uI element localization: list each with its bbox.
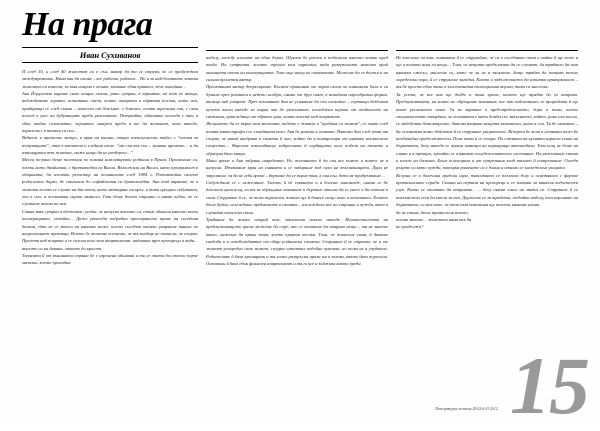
paragraph: не продължи?: [396, 224, 424, 230]
paragraph: надолу, между клоните на едно дърво. Шумът бе реален и подплаши няколко котки пред входа. На сутринта, когато тръгна към паркинга, видя разпръсната мазилка край външната стена на кооперацията. Това още нищо не означаваше. Можеше да се дължи и на силния пролетен вятър.: [206, 55, 388, 83]
paragraph: Тя усети, че все пак ще дойде и това време, когато ще трябва да го направи. Предчувствията, на които не обръщаше внимание, все пак подсказваха, че природата й ще вземе решението сама. Тя не вярваше в предопределението, дори и това, което специалистите твърдяха, че психиката е като бомба със закъснител, който, рано или късно, се задейства безконтролно. Затова направи нещата механично, като в сън. Тя бе свикнала – да осъзнаваш всяко действие й се струваше уморително. Вечерта бе ясна и летният залез бе необичайно продължителен. Поне така й се стори. По стената на кухнята играеха сенки на дърветата, дочу някъде се чуваха маневри на паркиращи автомобили. Тази нощ не беше на смяна и я прекара, лутайки се в някакво полубезсъзнателно състояние. На разсъмване стана и излезе на балкона. Беше поизгоряла и от сутрешния хлад тялото й потръпваше. Огледа ръцете си като чужди, потърка раменете си с длани и отново се загледа към улицата.: [396, 91, 578, 171]
page-title: На прага: [22, 6, 153, 43]
publication-credit: Литературен вестник 29.02-6.03.2012: [435, 407, 498, 411]
page-number: 15: [510, 340, 588, 431]
paragraph: Смяна тая сутрин я обезпокои: усети, че напуска тялото си, сетне обиколи няколко пъти кооперацията, летейки… Даже разгледа подробно простряното пране на съседния балкон, едва не се завеси на някакво въже, което съседът отляво укарваше винаги по националните празници. Всичко бе толкова осезаемо, че тя въобще не помисли, че сънува. Прелетя над покрива и се спусна към своя апартамент: надникна през прозореца и видя… тялото си на дивана, отвито до кръста.: [22, 208, 198, 251]
paragraph: почти знаеше… животът няма как да: [396, 216, 472, 222]
paragraph: Желанието да се върне към местата, където е живяла в "предния си живот", се появи след пътна катастрофа със семейната кола. Аня бе ранена в главата. Няколко дни след това тя сънува, че някой внедрява в главата й чип, който да я контролира от някакво неизвестно същество… Впрочем изненадващо издрасната й сърбящата коса побеля на темето и образува бяла ивица.: [206, 121, 388, 156]
paragraph: да не стане, беше премислила всичко,: [396, 209, 469, 215]
column-2-divider: [206, 50, 388, 51]
text-column-1: [22, 68, 198, 267]
paragraph: Вслуша се в далечния градски шум, такситата се плъзгаха долу и осветяваха с фарове притихналите сгради. Скокна на перваза на прозореца и се захвана за някакъв водосточен улук. Какво се опитваш да направиш… – дочу сякаш гласа на майка си. Струваше й се невъзможно сега да мисли за нея. Държеше се за тръбата, гледайки надолу, към короните на дърветата, си мислеше, че този път наистина ще почети, нямаше начин: [396, 172, 578, 208]
text-column-3: [396, 54, 578, 231]
paragraph: Пролетният вятър депресираше. Късаше прашинки от черни скали по планински била и ги духаше през размити в небето ноздри, сякаш от друг свят, в невидими парообразни форми, висящи над улиците. През почивните дни не успяваше да спи спокойно – глутници бездомни кучета виеха някъде из парка чак до разсъмване, шегаджии нервни от изобилието на светлина, прииждащо от едрата луна, която висеше над покривите.: [206, 84, 388, 119]
paragraph: Аня Йерусалми караше само нощни смени; рано сутрин, в трамвая, на път за вкъщи, наблюдаваше хората, познаваше онези, които пътуваха в обратна посока, като нея, прибиращи се след смяна – невесели от безсъние, с блясъкъ, почти трескави очи, с онзи поглед в унес на будуващите преди разсъмване. Пътувайки, обменяше погледи с тях, в едно тайно съзаклятие, вероятно минути преди и те да потънат, там някъде, паралелно, в техния си сън…: [22, 91, 198, 133]
paragraph: Не мислеше за тях, появяваха й се струвайше, че са в съседната стая и майка й ще влезе и ще я попита иска ли нещо… Това, че нещата продължава да се случват, би трябвало да има някакъв смисъл, мислеше си, като че ли не я засягаше. Защо трябва да познава точно определени хора, й се струваше загадка. Както и задължението да изпитва привързаност – тя бе просто едно звено в злостичната еволюционна верига, така си мислеше.: [396, 55, 578, 90]
text-column-2: [206, 54, 388, 267]
column-3-divider: [396, 50, 578, 51]
title-divider: [22, 47, 198, 48]
byline-divider: [22, 62, 198, 63]
paragraph: Трябваше да живее покрай тях, заплетена неясно накъде. Неизвестността на приближаващото време можеше да спре, ако се опиташе да направи нещо – тя не знаеше какво, можеше да прави това, което правеха всички. Това, че живееше сама, й даваше свобода и я освобождаваше от общи роднински спомени. Струваше й се странно, че и те живеят успоредно своя живот, сигурно изпитвах подобни чувства, но това не я учудваше. Родителите й бяха кремирани и тя лично разпръсна праха им в залива, както бяха поръчали. Оставили й бяха един фамилен апартамент и тя го все и зайжива както преди.: [206, 216, 388, 267]
paragraph: Месец по-рано беше посетила по покана новооткрити роднини в Прага. Приличаше си, почти като двойничка, с братовчедка си Виола. Възложили на Виола, като програмист в общината, да изготви регистър на починалите след 1984 г. Разплитайки своето родословно дърво, бе стигнала до софийската си братовчедка. Ана тъй вярваше, че в живота всичко се случва на два пъти, като затваряне на кръг, и така срещаш събитата, очи в очи, и осъзнаваш скрит замисъл. Това беше доста странно и някак чудно, че се случваше точно на нея.: [22, 157, 198, 207]
paragraph: Веднъж в празното метро, в края на вагона, откри плексигласово табло с "поезия за пътуващите", там в впечатли и следния стих: "от сън във сън – минава времето… и да изтанцуваш пет живота, може нищо да не разбереш…": [22, 135, 198, 155]
paragraph: И след 30, и след 40 животът си е сън, макар да ти се струва, че се пробуждаш междувременно. Няма как да стане – все работа, работа… Но и за най-богатите лентяи животът си изтича; за тия нощта е опиат, казваше един приятел, вече покойник…: [22, 69, 198, 89]
paragraph: Терасата й от външната страна бе с изровена обшивка и тя се опита да отлепи парче мазилка, което пропадна: [22, 252, 198, 266]
author-byline: Иван Сухиванов: [79, 49, 141, 60]
paragraph: Събуждаше се с нежелание. Тялото й бе схванато и я болеше навсякъде, сякаш се бе блъскало цяла нощ, но тя не обръщаше внимание и бързаше отново да се унесе и да потъне в съня. Струваше й се, че този паралелен живот ще й донесе нещо ново и непознато. Когато беше будна, оглеждаше предметите в стаята – изглеждаха все по-странни и чужди, като в случайна хотелска стая.: [206, 180, 388, 215]
paragraph: Мина време и Ана забрави инцидента. Но желанието й да спи все повече и повече не я напусна. Изчакваше края на смяната и се забираше под пуха на възглавницата. Дори не закусваше, за да не губи време – бързаше да се върне там, в оня сън, дето не придръпваше…: [206, 158, 388, 178]
masthead: [22, 8, 198, 63]
